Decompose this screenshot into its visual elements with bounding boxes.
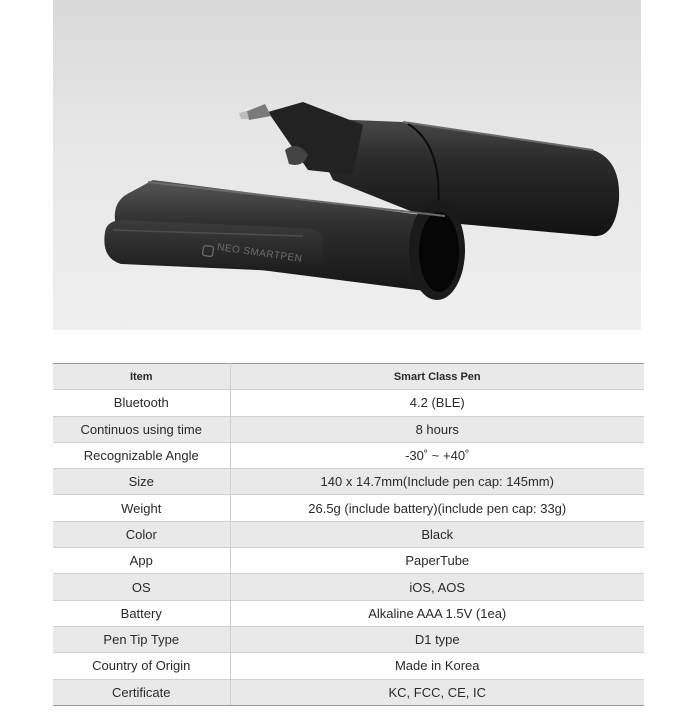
spec-item-value: iOS, AOS [230, 574, 644, 600]
spec-item-label: Continuos using time [53, 416, 230, 442]
table-row [53, 679, 644, 705]
spec-item-label: App [53, 548, 230, 574]
table-row [53, 626, 644, 652]
spec-item-label: Country of Origin [53, 653, 230, 679]
spec-item-value: Alkaline AAA 1.5V (1ea) [230, 600, 644, 626]
spec-item-value: PaperTube [230, 548, 644, 574]
spec-table-body [53, 390, 644, 706]
spec-table [53, 363, 644, 706]
table-row [53, 442, 644, 468]
spec-item-value: D1 type [230, 626, 644, 652]
spec-item-value: 8 hours [230, 416, 644, 442]
spec-item-label: Color [53, 521, 230, 547]
table-row [53, 521, 644, 547]
spec-item-label: Battery [53, 600, 230, 626]
table-row [53, 416, 644, 442]
brand-logo-text: NEO SMARTPEN [216, 242, 304, 265]
spec-item-label: Pen Tip Type [53, 626, 230, 652]
spec-item-value: KC, FCC, CE, IC [230, 679, 644, 705]
table-row [53, 574, 644, 600]
table-row [53, 548, 644, 574]
spec-item-label: Recognizable Angle [53, 442, 230, 468]
header-item: Item [53, 364, 230, 390]
table-row [53, 495, 644, 521]
spec-item-value: -30˚ ~ +40˚ [230, 442, 644, 468]
spec-item-value: Made in Korea [230, 653, 644, 679]
product-photo [53, 0, 641, 330]
smartpen-illustration [53, 0, 641, 330]
table-header-row [53, 364, 644, 390]
spec-item-value: 26.5g (include battery)(include pen cap: 33g) [230, 495, 644, 521]
spec-item-label: Certificate [53, 679, 230, 705]
spec-item-value: 4.2 (BLE) [230, 390, 644, 416]
spec-item-label: Weight [53, 495, 230, 521]
table-row [53, 653, 644, 679]
spec-item-value: 140 x 14.7mm(Include pen cap: 145mm) [230, 469, 644, 495]
table-row [53, 469, 644, 495]
header-product: Smart Class Pen [230, 364, 644, 390]
spec-item-label: OS [53, 574, 230, 600]
spec-item-value: Black [230, 521, 644, 547]
table-row [53, 390, 644, 416]
spec-item-label: Size [53, 469, 230, 495]
spec-item-label: Bluetooth [53, 390, 230, 416]
table-row [53, 600, 644, 626]
